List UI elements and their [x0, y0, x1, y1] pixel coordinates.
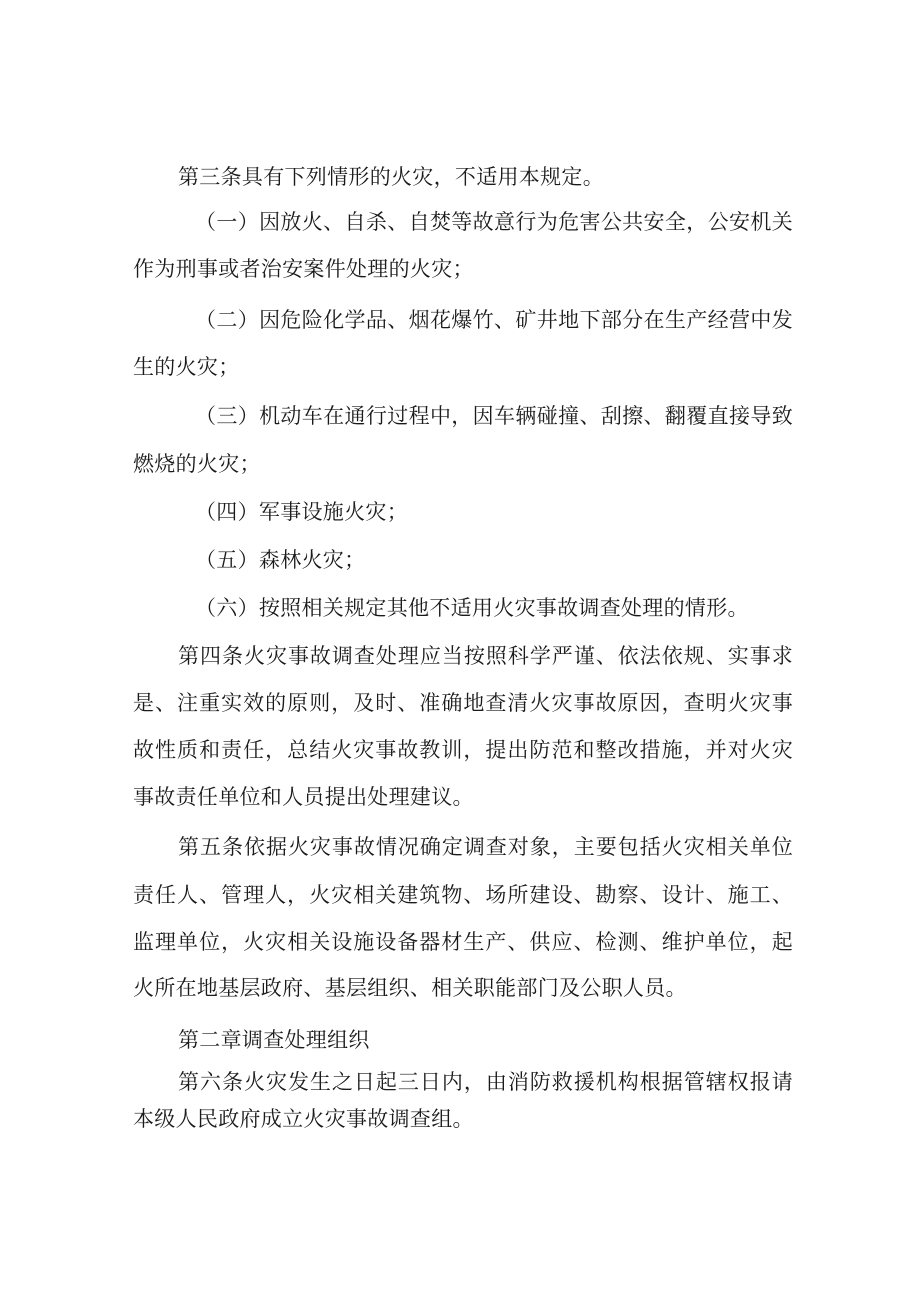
article-3-item-3-line-2: 燃烧的火灾； — [133, 452, 261, 476]
article-4-line-1: 第四条火灾事故调查处理应当按照科学严谨、依法依规、实事求 — [178, 644, 793, 668]
article-5-line-3: 监理单位，火灾相关设施设备器材生产、供应、检测、维护单位，起 — [133, 930, 793, 954]
article-3-item-1-line-1: （一）因放火、自杀、自焚等故意行为危害公共安全，公安机关 — [195, 210, 793, 234]
chapter-2-heading: 第二章调查处理组织 — [178, 1028, 370, 1052]
article-4-line-2: 是、注重实效的原则，及时、准确地查清火灾事故原因，查明火灾事 — [133, 691, 793, 715]
article-3-heading: 第三条具有下列情形的火灾，不适用本规定。 — [178, 165, 604, 189]
article-3-item-3-line-1: （三）机动车在通行过程中，因车辆碰撞、刮擦、翻覆直接导致 — [195, 404, 793, 428]
article-5-line-2: 责任人、管理人，火灾相关建筑物、场所建设、勘察、设计、施工、 — [133, 883, 793, 907]
article-3-item-4: （四）军事设施火灾； — [195, 500, 408, 524]
article-6-line-1: 第六条火灾发生之日起三日内，由消防救援机构根据管辖权报请 — [178, 1070, 793, 1094]
article-3-item-2-line-1: （二）因危险化学品、烟花爆竹、矿井地下部分在生产经营中发 — [195, 308, 793, 332]
article-4-line-4: 事故责任单位和人员提出处理建议。 — [133, 785, 474, 809]
article-6-line-2: 本级人民政府成立火灾事故调查组。 — [133, 1107, 474, 1131]
article-3-item-6: （六）按照相关规定其他不适用火灾事故调查处理的情形。 — [195, 596, 749, 620]
article-3-item-5: （五）森林火灾； — [195, 548, 366, 572]
article-4-line-3: 故性质和责任，总结火灾事故教训，提出防范和整改措施，并对火灾 — [133, 738, 793, 762]
article-5-line-4: 火所在地基层政府、基层组织、相关职能部门及公职人员。 — [133, 976, 687, 1000]
article-3-item-2-line-2: 生的火灾； — [133, 355, 240, 379]
article-5-line-1: 第五条依据火灾事故情况确定调查对象，主要包括火灾相关单位 — [178, 835, 793, 859]
article-3-item-1-line-2: 作为刑事或者治安案件处理的火灾； — [133, 257, 474, 281]
